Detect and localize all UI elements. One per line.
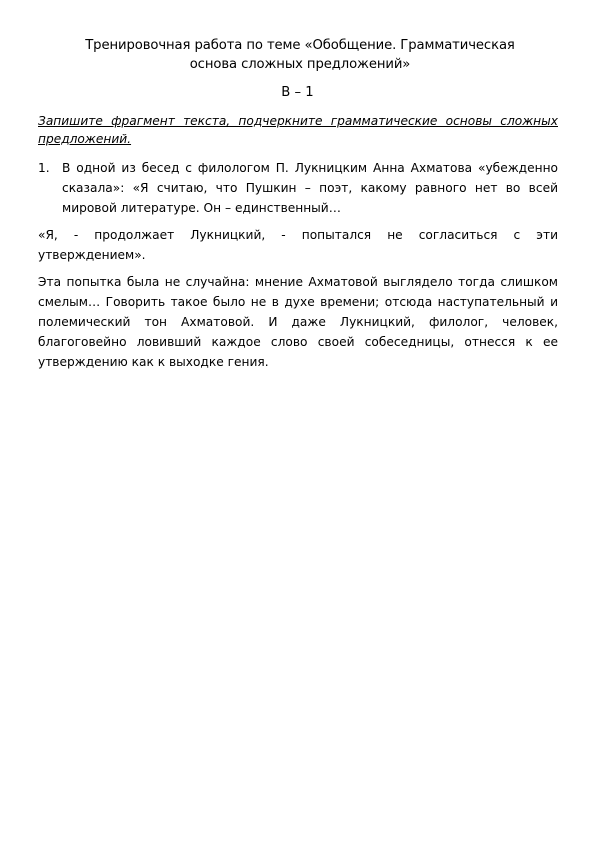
paragraph-quote: «Я, - продолжает Лукницкий, - попытался не согласиться с эти утверждением». [38, 228, 558, 262]
variant-label: В – 1 [281, 85, 314, 100]
list-number: 1. [38, 161, 50, 175]
paragraph-body: Эта попытка была не случайна: мнение Ахматовой выглядело тогда слишком смелым… Говорить такое было не в духе времени; отсюда наступательный и полемический тон Ахматовой. И даже Лукницкий, филолог, человек, благоговейно ловивший каждое слово своей собеседницы, отнесся к ее утверждению как к выходке гения. [38, 275, 558, 369]
list-item-text: В одной из бесед с филологом П. Лукницким Анна Ахматова «убежденно сказала»: «Я считаю, что Пушкин – поэт, какому равного нет во всей мировой литературе. Он – единственный… [62, 161, 558, 215]
title-line-2: основа сложных предложений» [189, 57, 411, 72]
list-item [38, 158, 558, 218]
document-title [40, 36, 560, 74]
task-instruction: Запишите фрагмент текста, подчеркните грамматические основы сложных предложений. [38, 114, 558, 146]
title-line-1: Тренировочная работа по теме «Обобщение. Грамматическая [85, 38, 515, 53]
